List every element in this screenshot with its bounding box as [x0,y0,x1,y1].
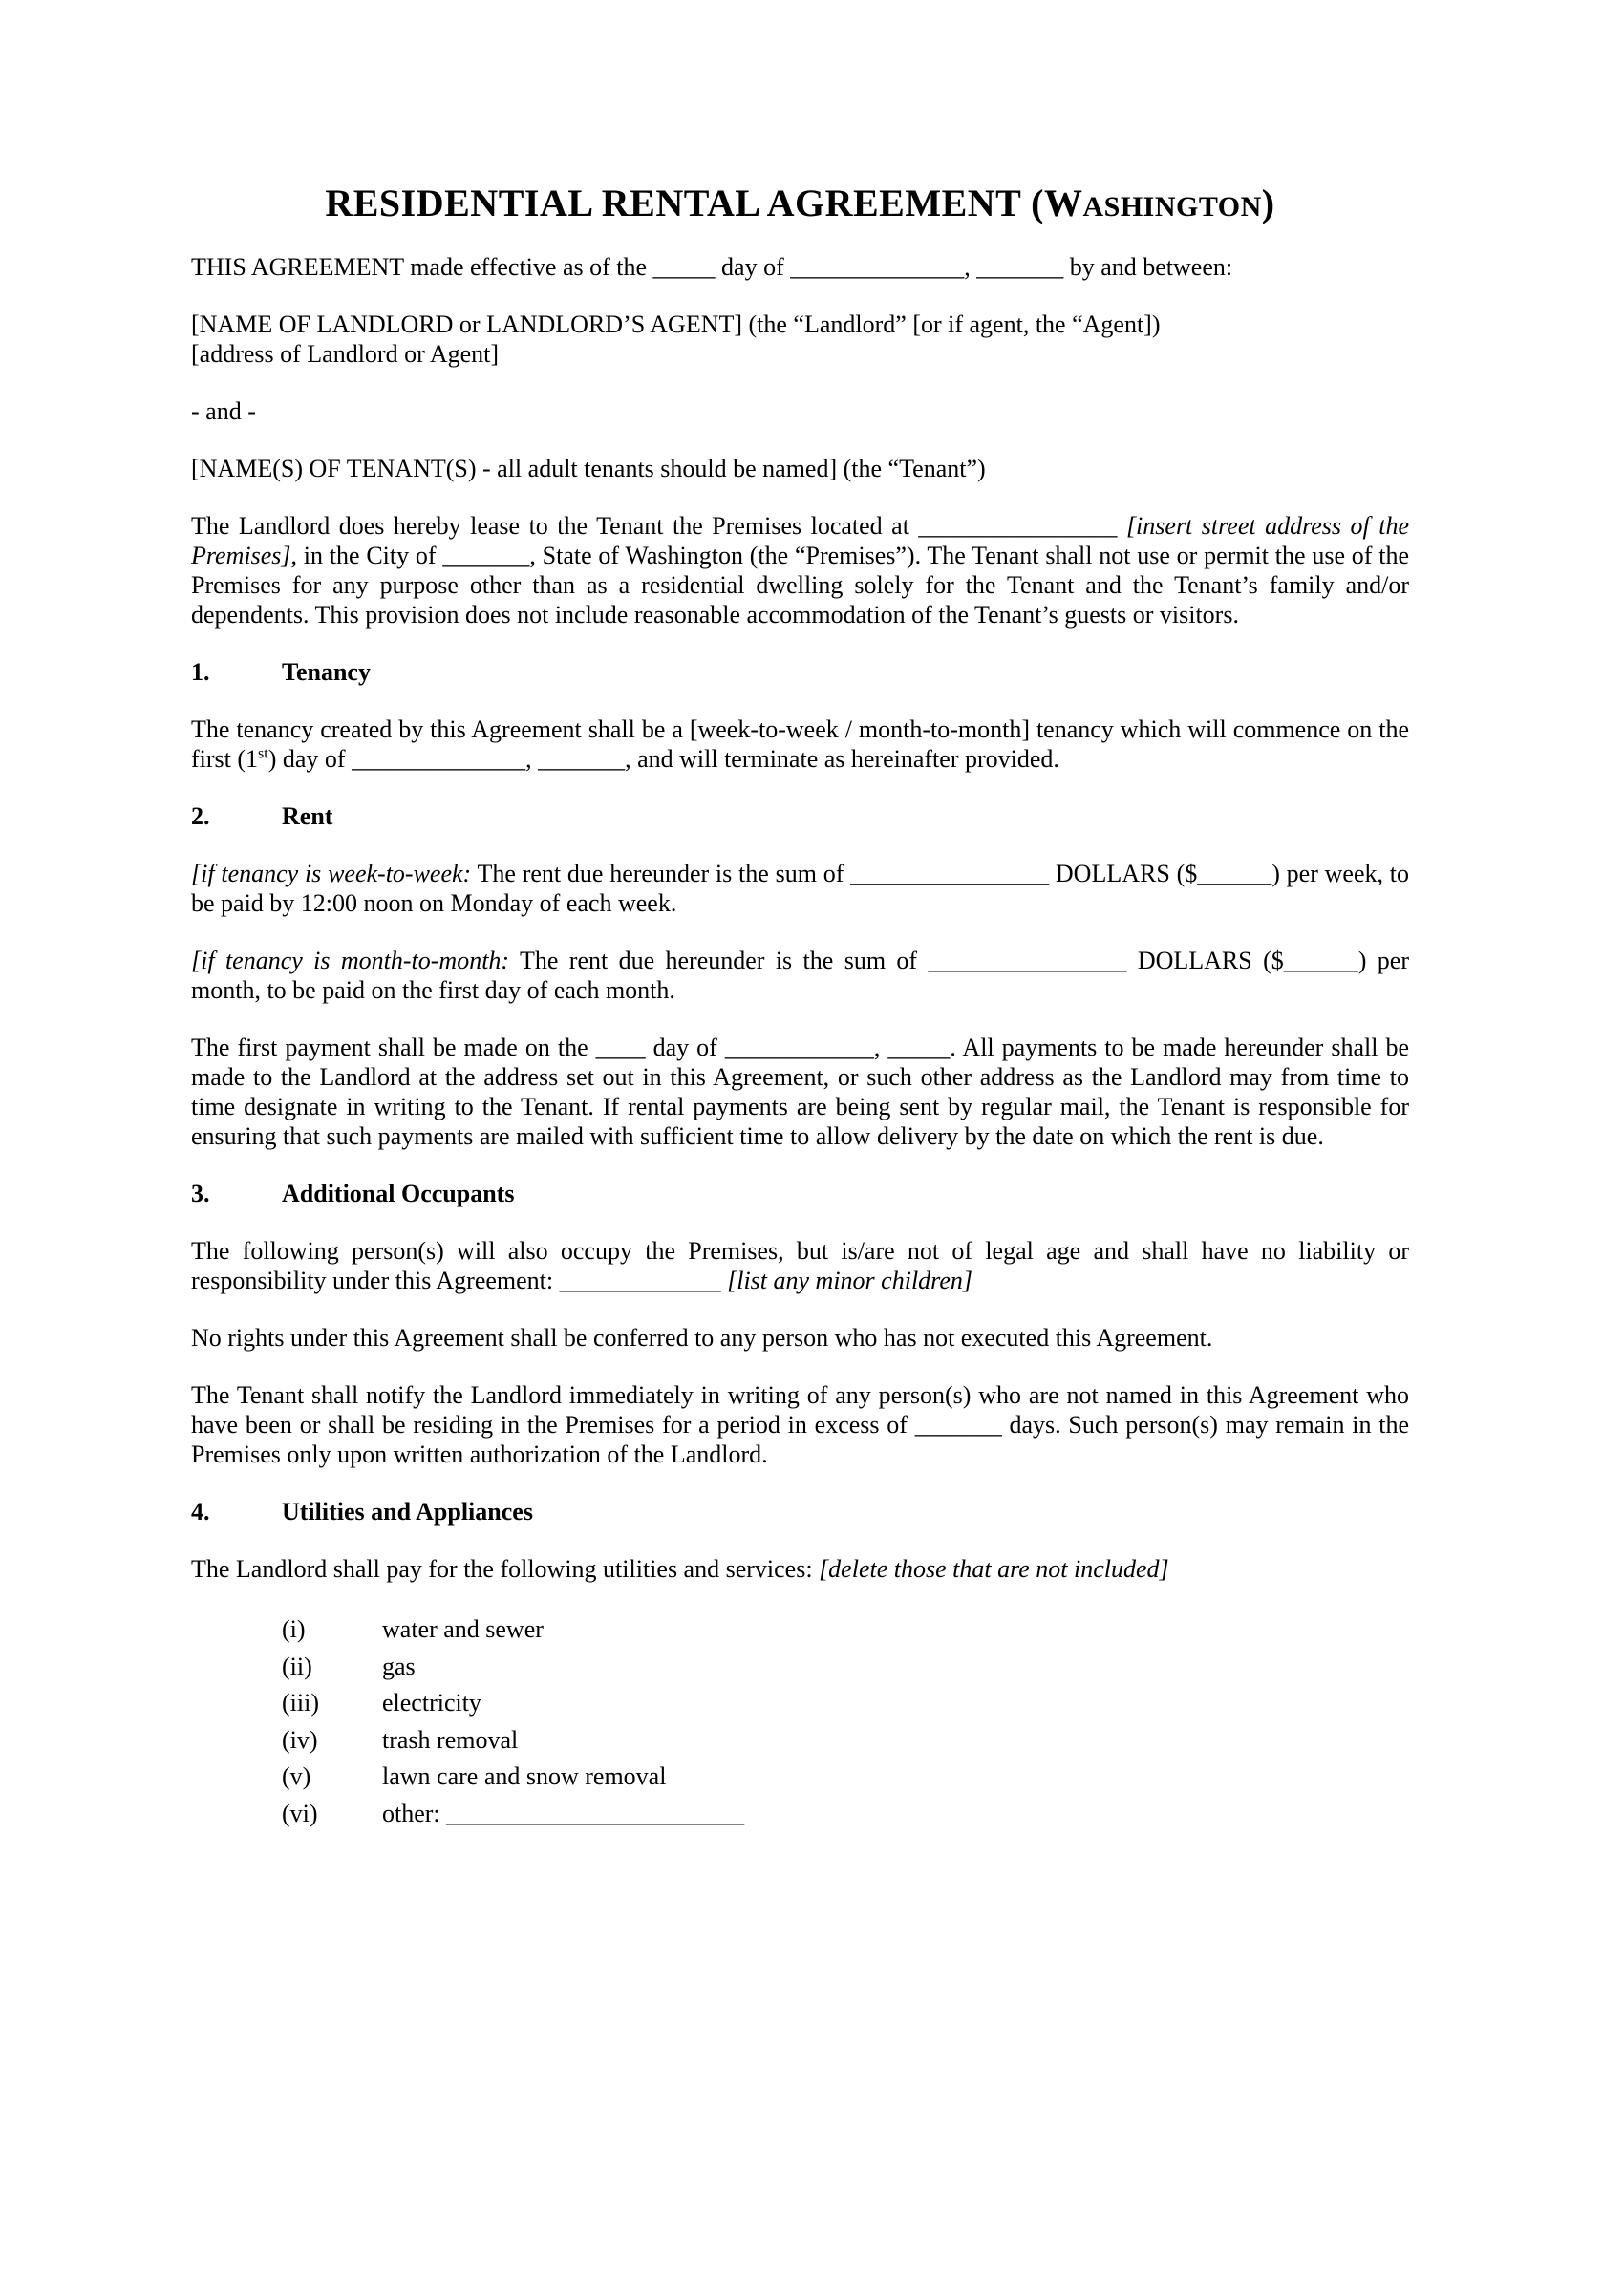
rent-month-text: The rent due hereunder is the sum of ________________ DOLLARS ($______) per month, to be paid on the first day of each month. [191,947,1409,1004]
tenancy-paragraph [191,715,1409,774]
utility-item-gas [282,1649,1409,1686]
utility-item-other [282,1796,1409,1833]
utility-item-label: lawn care and snow removal [382,1762,667,1790]
utility-item-water-sewer [282,1611,1409,1649]
utility-item-numeral: (v) [282,1762,311,1790]
section-title-rent: Rent [282,802,333,830]
lease-paragraph [191,511,1409,629]
occupants-paragraph [191,1236,1409,1295]
tenancy-part1: The tenancy created by this Agreement shall be a [week-to-week / month-to-month] tenancy which will commence on the first (1 [191,715,1409,773]
section-heading-utilities [191,1497,1409,1526]
utility-item-lawn-snow [282,1759,1409,1796]
utility-item-trash-removal [282,1722,1409,1760]
section-title-additional-occupants: Additional Occupants [282,1180,515,1207]
first-payment-paragraph: The first payment shall be made on the ____ day of ____________, _____. All payments to be made hereunder shall be made to the Landlord at the address set out in this Agreement, or such other address as the Landlord may from time to time designate in writing to the Tenant. If rental payments are being sent by regular mail, the Tenant is responsible for ensuring that such payments are mailed with sufficient time to allow delivery by the date on which the rent is due. [191,1034,1409,1150]
rent-month-paragraph [191,946,1409,1005]
utility-item-label: trash removal [382,1725,519,1754]
occupants-part1: The following person(s) will also occupy the Premises, but is/are not of legal age and shall have no liability or responsibility under this Agreement: _____________ [191,1237,1409,1294]
lease-part2: , in the City of _______, State of Washington (the “Premises”). The Tenant shall not use or permit the use of the Premises for any purpose other than as a residential dwelling solely for the Tenant and the Tenant’s family and/or dependents. This provision does not include reasonable accommodation of the Tenant’s guests or visitors. [191,542,1409,629]
occupants-minor-children-note: [list any minor children] [727,1267,972,1294]
and-separator: - and - [191,397,256,425]
utility-item-numeral: (iii) [282,1689,319,1717]
tenancy-superscript-st: st [258,745,268,762]
utility-item-label: gas [382,1652,416,1680]
utility-item-electricity [282,1685,1409,1722]
utility-item-label: electricity [382,1689,481,1717]
lease-part1: The Landlord does hereby lease to the Tenant the Premises located at ________________ [191,512,1126,540]
rent-week-text: The rent due hereunder is the sum of ________________ DOLLARS ($______) per week, to be paid by 12:00 noon on Monday of each week. [191,860,1409,917]
document-title [191,181,1409,229]
tenancy-part2: ) day of ______________, _______, and will terminate as hereinafter provided. [267,745,1059,773]
section-heading-rent [191,801,1409,831]
utilities-intro-paragraph [191,1554,1409,1584]
utilities-list [282,1611,1409,1832]
rent-week-condition-note: [if tenancy is week-to-week: [191,860,472,887]
title-close-paren: ) [1261,181,1275,224]
utilities-intro-text: The Landlord shall pay for the following utilities and services: [191,1555,820,1583]
utilities-delete-note: [delete those that are not included] [819,1555,1169,1583]
landlord-address-line: [address of Landlord or Agent] [191,340,500,368]
utility-item-numeral: (vi) [282,1799,318,1827]
section-number-rent: 2. [191,802,210,830]
title-smallcaps-text: ASHINGTON [1082,191,1262,223]
section-heading-tenancy [191,657,1409,687]
section-number-additional-occupants: 3. [191,1180,210,1207]
rent-month-condition-note: [if tenancy is month-to-month: [191,947,510,974]
section-number-utilities: 4. [191,1498,210,1526]
section-number-tenancy: 1. [191,658,210,686]
utility-item-label: other: ________________________ [382,1799,745,1827]
section-heading-additional-occupants [191,1179,1409,1208]
landlord-block [191,309,1409,369]
rent-week-paragraph [191,859,1409,918]
utility-item-label: water and sewer [382,1615,544,1643]
lease-insert-street-note: [insert street address of the Premises] [191,512,1409,569]
intro-paragraph: THIS AGREEMENT made effective as of the _____ day of ______________, _______ by and between: [191,253,1233,281]
document-page [191,181,1409,1832]
section-title-tenancy: Tenancy [282,658,371,686]
landlord-name-line: [NAME OF LANDLORD or LANDLORD’S AGENT] (the “Landlord” [or if agent, the “Agent]) [191,310,1161,338]
utility-item-numeral: (i) [282,1615,306,1643]
utility-item-numeral: (ii) [282,1652,312,1680]
notify-paragraph: The Tenant shall notify the Landlord immediately in writing of any person(s) who are not named in this Agreement who have been or shall be residing in the Premises for a period in excess of _______ days. Such person(s) may remain in the Premises only upon written authorization of the Landlord. [191,1381,1409,1468]
utility-item-numeral: (iv) [282,1725,318,1754]
title-main-text: RESIDENTIAL RENTAL AGREEMENT (W [325,181,1083,224]
section-title-utilities: Utilities and Appliances [282,1498,533,1526]
tenant-name-line: [NAME(S) OF TENANT(S) - all adult tenants should be named] (the “Tenant”) [191,455,986,482]
no-rights-paragraph: No rights under this Agreement shall be conferred to any person who has not executed this Agreement. [191,1324,1213,1352]
